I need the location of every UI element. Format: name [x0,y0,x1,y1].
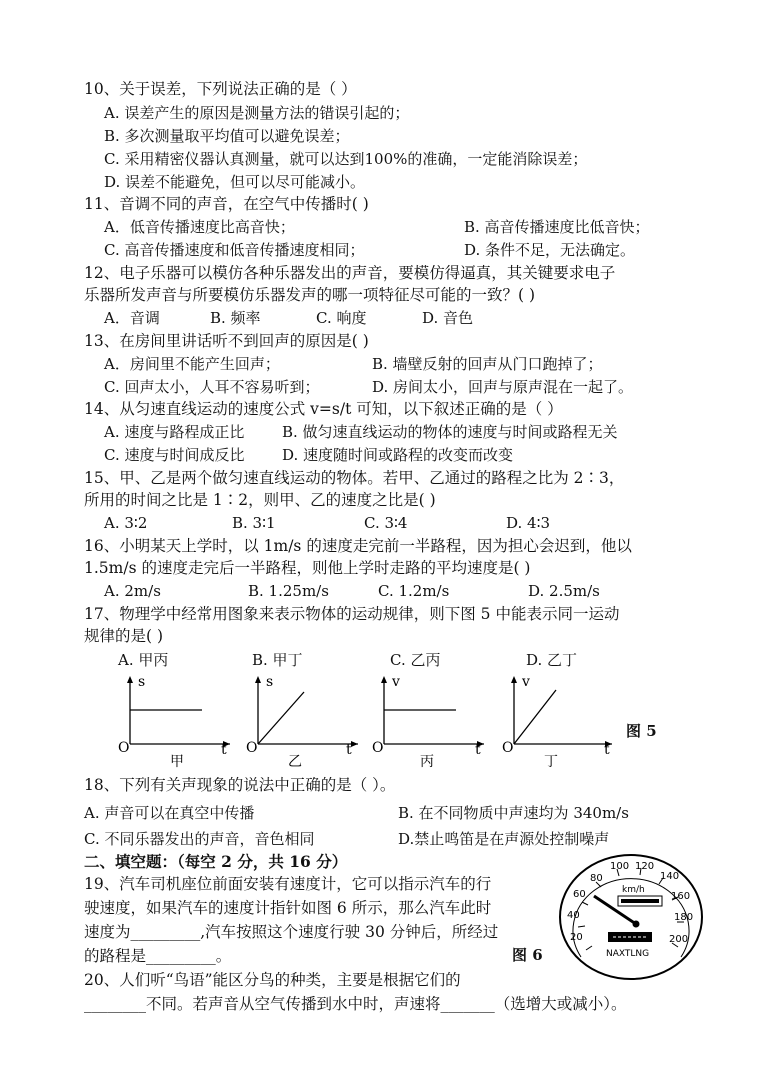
figure-6-caption: 图 6 [512,946,543,964]
q16-option-a: A. 2m/s [104,582,161,600]
graph-bing-origin: O [372,740,384,756]
graph-jia [118,672,238,772]
graph-yi-ylabel: s [266,674,274,690]
q13-option-c: C. 回声太小，人耳不容易听到； [104,378,320,396]
q10-option-c: C. 采用精密仪器认真测量，就可以达到100%的准确，一定能消除误差； [104,150,588,168]
graph-jia-ylabel: s [138,674,146,690]
q19-line3: 速度为_________,汽车按照这个速度行驶 30 分钟后，所经过 [84,923,499,941]
q12-option-c: C. 响度 [316,309,367,327]
q11-option-a: A．低音传播速度比高音快； [104,218,295,236]
q17-option-c: C. 乙丙 [390,651,441,669]
q13-option-a: A．房间里不能产生回声； [104,355,280,373]
tick-100: 100 [610,861,630,872]
graph-jia-origin: O [118,740,130,756]
q15-option-b: B. 3∶1 [232,514,276,532]
q14-option-a: A. 速度与路程成正比 [104,423,245,441]
q11-option-c: C. 高音传播速度和低音传播速度相同； [104,241,365,259]
tick-40: 40 [567,910,580,921]
figure-5-caption: 图 5 [626,722,657,740]
q16-option-b: B. 1.25m/s [248,582,329,600]
q12-option-b: B. 频率 [210,309,261,327]
graph-yi-xlabel: t [346,742,352,758]
section-2-title: 二、填空题： [84,852,178,871]
tick-200: 200 [669,934,689,945]
speedometer-brand: NAXTLNG [606,949,650,959]
speed-unit: km/h [622,885,645,895]
q10-option-d: D. 误差不能避免，但可以尽可能减小。 [104,173,366,191]
q18-stem: 18、下列有关声现象的说法中正确的是（ ）。 [84,776,396,794]
graph-ding-origin: O [502,740,514,756]
graph-jia-name: 甲 [170,754,184,770]
q11-option-b: B. 高音传播速度比低音快； [464,218,650,236]
graph-jia-xlabel: t [221,742,227,758]
q17-stem-line1: 17、物理学中经常用图象来表示物体的运动规律，则下图 5 中能表示同一运动 [84,605,620,623]
q10-stem: 10、关于误差，下列说法正确的是（ ） [84,80,357,98]
q14-stem: 14、从匀速直线运动的速度公式 v=s/t 可知，以下叙述正确的是（ ） [84,400,563,418]
tick-80: 80 [590,873,603,884]
tick-160: 160 [671,891,691,902]
graph-bing-name: 丙 [420,754,434,770]
q18-option-c: C. 不同乐器发出的声音，音色相同 [84,830,315,848]
q14-option-d: D. 速度随时间或路程的改变而改变 [282,446,514,464]
q18-option-d: D.禁止鸣笛是在声源处控制噪声 [398,830,610,848]
graph-ding-ylabel: v [522,674,530,690]
q15-option-c: C. 3∶4 [364,514,408,532]
graph-bing [372,672,492,772]
q12-option-d: D. 音色 [422,309,474,327]
q13-stem: 13、在房间里讲话听不到回声的原因是( ) [84,332,369,350]
graph-ding-name: 丁 [544,754,558,770]
q17-option-d: D. 乙丁 [526,651,578,669]
graph-bing-ylabel: v [392,674,400,690]
q17-option-a: A. 甲丙 [118,651,169,669]
q17-stem-line2: 规律的是( ) [84,627,164,645]
q13-option-b: B. 墙壁反射的回声从门口跑掉了； [372,355,603,373]
q15-option-d: D. 4∶3 [506,514,551,532]
q10-option-a: A. 误差产生的原因是测量方法的错误引起的； [104,104,410,122]
q16-option-d: D. 2.5m/s [528,582,600,600]
q16-option-c: C. 1.2m/s [378,582,450,600]
q18-option-b: B. 在不同物质中声速均为 340m/s [398,804,629,822]
tick-20: 20 [570,932,583,943]
q10-option-b: B. 多次测量取平均值可以避免误差； [104,127,350,145]
q20-line1: 20、人们听“鸟语”能区分鸟的种类，主要是根据它们的 [84,971,461,989]
q17-option-b: B. 甲丁 [252,651,303,669]
graph-yi [246,672,366,772]
q14-option-b: B. 做匀速直线运动的物体的速度与时间或路程无关 [282,423,618,441]
graph-yi-origin: O [246,740,258,756]
graph-ding [502,672,620,772]
graph-bing-xlabel: t [475,742,481,758]
q14-option-c: C. 速度与时间成反比 [104,446,245,464]
q12-option-a: A．音调 [104,309,160,327]
q19-line4: 的路程是_________。 [84,947,232,965]
tick-180: 180 [674,912,694,923]
q16-stem-line1: 16、小明某天上学时，以 1m/s 的速度走完前一半路程，因为担心会迟到，他以 [84,537,632,555]
q12-stem-line1: 12、电子乐器可以模仿各种乐器发出的声音，要模仿得逼真，其关键要求电子 [84,264,616,282]
graph-ding-xlabel: t [604,742,610,758]
q20-line2: ________不同。若声音从空气传播到水中时，声速将_______（选增大或减小）。 [84,995,627,1013]
q18-option-a: A. 声音可以在真空中传播 [84,804,255,822]
q12-stem-line2: 乐器所发声音与所要模仿乐器发声的哪一项特征尽可能的一致？( ) [84,286,536,304]
graph-yi-name: 乙 [288,754,302,770]
q13-option-d: D. 房间太小，回声与原声混在一起了。 [372,378,634,396]
section-2-heading [84,851,347,873]
q15-stem-line1: 15、甲、乙是两个做匀速直线运动的物体。若甲、乙通过的路程之比为 2∶3， [84,469,625,487]
q11-option-d: D. 条件不足，无法确定。 [464,241,636,259]
tick-140: 140 [660,871,680,882]
tick-60: 60 [573,889,586,900]
q15-stem-line2: 所用的时间之比是 1∶2，则甲、乙的速度之比是( ) [84,491,436,509]
q19-line1: 19、汽车司机座位前面安装有速度计，它可以指示汽车的行 [84,875,492,893]
tick-120: 120 [635,861,655,872]
q15-option-a: A. 3∶2 [104,514,148,532]
section-2-note: （每空 2 分，共 16 分） [177,852,348,871]
q19-line2: 驶速度，如果汽车的速度计指针如图 6 所示，那么汽车此时 [84,899,492,917]
q16-stem-line2: 1.5m/s 的速度走完后一半路程，则他上学时走路的平均速度是( ) [84,559,531,577]
q11-stem: 11、音调不同的声音，在空气中传播时( ) [84,195,369,213]
speedometer-gauge [556,852,706,982]
